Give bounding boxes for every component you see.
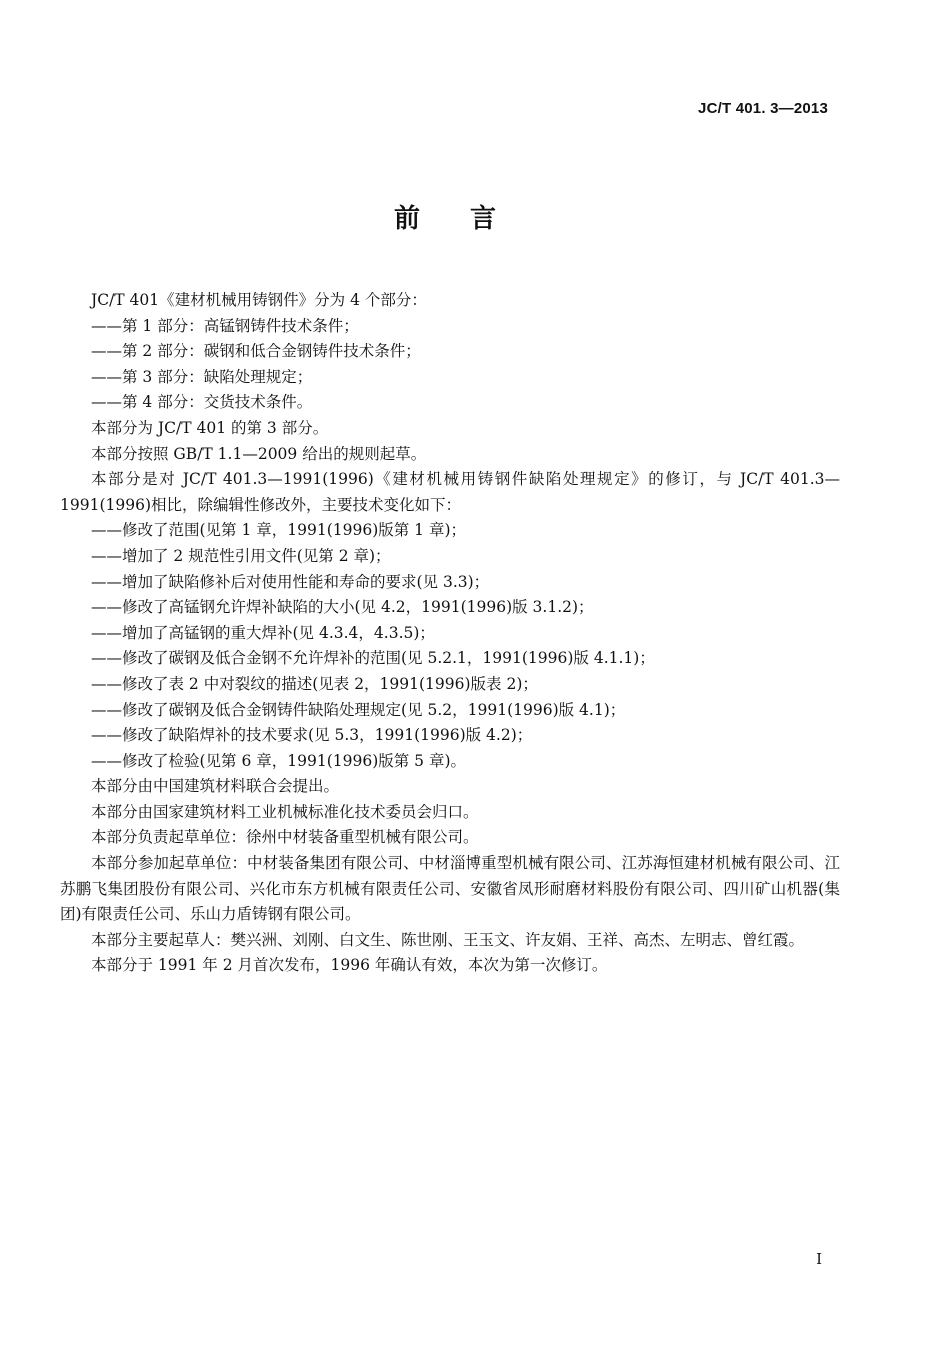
part-item: ——第 3 部分：缺陷处理规定； bbox=[91, 367, 313, 386]
proposed-by-paragraph: 本部分由中国建筑材料联合会提出。 bbox=[91, 777, 340, 796]
change-item: ——增加了 2 规范性引用文件(见第 2 章)； bbox=[91, 546, 391, 565]
standard-code: JC/T 401. 3—2013 bbox=[698, 100, 828, 117]
centralized-by-paragraph: 本部分由国家建筑材料工业机械标准化技术委员会归口。 bbox=[91, 802, 479, 821]
change-item: ——修改了碳钢及低合金钢不允许焊补的范围(见 5.2.1，1991(1996)版 4.1.1)； bbox=[91, 649, 655, 668]
part-item: ——第 1 部分：高锰钢铸件技术条件； bbox=[91, 316, 359, 335]
change-item: ——修改了缺陷焊补的技术要求(见 5.3，1991(1996)版 4.2)； bbox=[91, 726, 533, 745]
change-item: ——修改了碳钢及低合金钢铸件缺陷处理规定(见 5.2，1991(1996)版 4.1)； bbox=[91, 700, 626, 719]
responsible-unit-paragraph: 本部分负责起草单位：徐州中材装备重型机械有限公司。 bbox=[91, 828, 479, 847]
change-item: ——修改了范围(见第 1 章，1991(1996)版第 1 章)； bbox=[91, 521, 467, 540]
participating-units-paragraph: 本部分参加起草单位：中材装备集团有限公司、中材淄博重型机械有限公司、江苏海恒建材机械有限公司、江苏鹏飞集团股份有限公司、兴化市东方机械有限责任公司、安徽省凤形耐磨材料股份有限公司、四川矿山机器(集团)有限责任公司、乐山力盾铸钢有限公司。 bbox=[60, 854, 840, 924]
change-item: ——增加了高锰钢的重大焊补(见 4.3.4，4.3.5)； bbox=[91, 623, 435, 642]
drafting-rule-paragraph: 本部分按照 GB/T 1.1—2009 给出的规则起草。 bbox=[91, 444, 427, 463]
change-item: ——修改了检验(见第 6 章，1991(1996)版第 5 章)。 bbox=[91, 751, 467, 770]
foreword-body bbox=[60, 288, 840, 979]
change-item: ——修改了表 2 中对裂纹的描述(见表 2，1991(1996)版表 2)； bbox=[91, 674, 538, 693]
this-part-paragraph: 本部分为 JC/T 401 的第 3 部分。 bbox=[91, 418, 329, 437]
page-number: I bbox=[816, 1250, 822, 1268]
revision-intro-paragraph: 本部分是对 JC/T 401.3—1991(1996)《建材机械用铸钢件缺陷处理规定》的修订，与 JC/T 401.3—1991(1996)相比，除编辑性修改外，主要技术变化如下： bbox=[60, 470, 840, 514]
part-item: ——第 2 部分：碳钢和低合金钢铸件技术条件； bbox=[91, 342, 421, 361]
history-paragraph: 本部分于 1991 年 2 月首次发布，1996 年确认有效，本次为第一次修订。 bbox=[91, 956, 608, 975]
part-item: ——第 4 部分：交货技术条件。 bbox=[91, 393, 313, 412]
change-item: ——修改了高锰钢允许焊补缺陷的大小(见 4.2，1991(1996)版 3.1.2)； bbox=[91, 598, 594, 617]
main-drafters-paragraph: 本部分主要起草人：樊兴洲、刘刚、白文生、陈世刚、王玉文、许友娟、王祥、高杰、左明志、曾红霞。 bbox=[91, 930, 805, 949]
page-title: 前言 bbox=[393, 204, 546, 234]
change-item: ——增加了缺陷修补后对使用性能和寿命的要求(见 3.3)； bbox=[91, 572, 490, 591]
intro-paragraph: JC/T 401《建材机械用铸钢件》分为 4 个部分： bbox=[91, 291, 427, 309]
